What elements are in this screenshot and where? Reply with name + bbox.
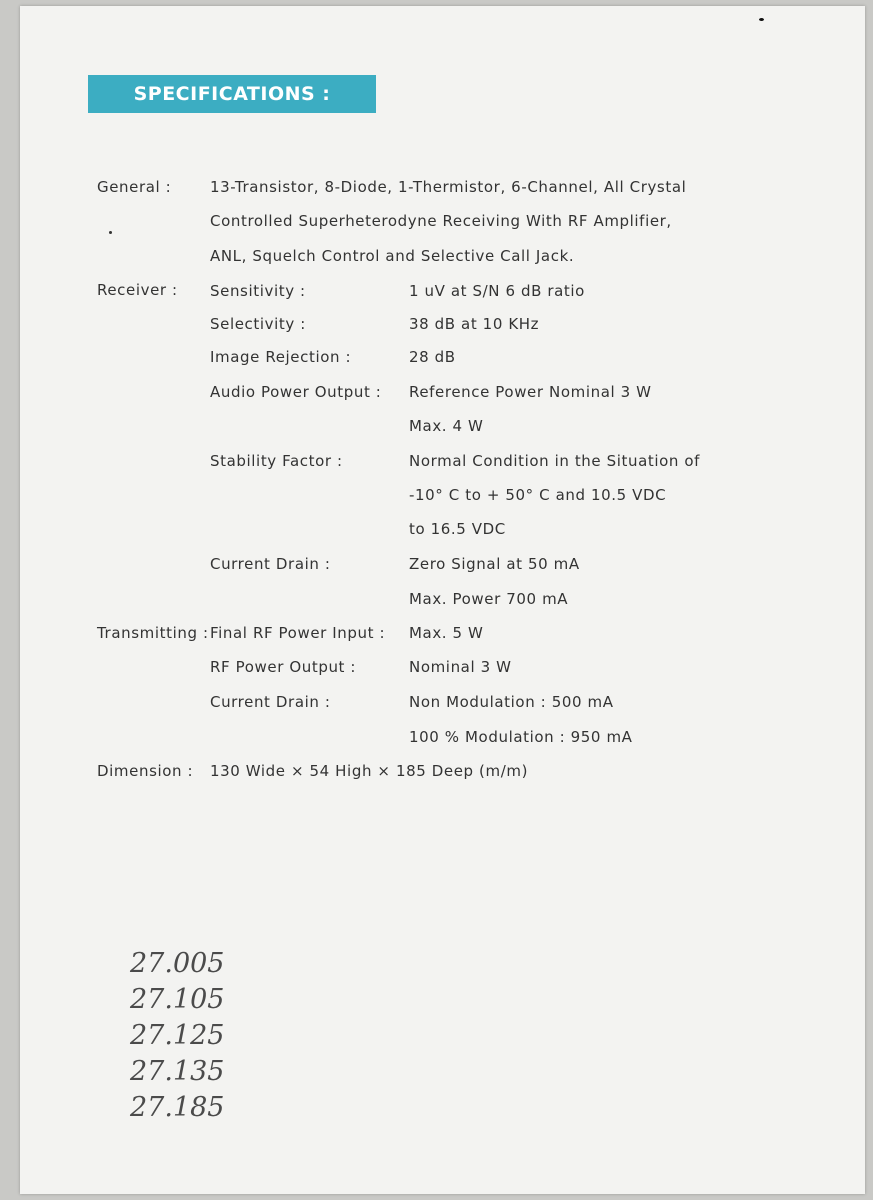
rf-power-output-value: Nominal 3 W — [409, 658, 512, 676]
stability-factor-value: -10° C to + 50° C and 10.5 VDC — [409, 486, 667, 504]
transmitting-current-drain-value: Non Modulation : 500 mA — [409, 693, 614, 711]
stability-factor-value: Normal Condition in the Situation of — [409, 452, 701, 470]
handwritten-frequency: 27.005 — [130, 948, 225, 979]
transmitting-current-drain-value: 100 % Modulation : 950 mA — [409, 728, 633, 746]
dust-speck — [759, 18, 764, 21]
sensitivity-label: Sensitivity : — [210, 282, 306, 300]
handwritten-frequency-list — [130, 946, 224, 1126]
final-rf-power-input-value: Max. 5 W — [409, 624, 484, 642]
selectivity-label: Selectivity : — [210, 315, 306, 333]
transmitting-label: Transmitting : — [97, 624, 209, 642]
page-title: SPECIFICATIONS : — [133, 83, 331, 105]
rf-power-output-label: RF Power Output : — [210, 658, 357, 676]
spec-sheet-page — [20, 6, 865, 1194]
receiver-current-drain-value: Zero Signal at 50 mA — [409, 555, 580, 573]
sensitivity-value: 1 uV at S/N 6 dB ratio — [409, 282, 585, 300]
dimension-label: Dimension : — [97, 762, 194, 780]
image-rejection-value: 28 dB — [409, 348, 456, 366]
final-rf-power-input-label: Final RF Power Input : — [210, 624, 386, 642]
general-line: Controlled Superheterodyne Receiving With RF Amplifier, — [210, 212, 672, 230]
audio-power-output-value: Reference Power Nominal 3 W — [409, 383, 652, 401]
dust-speck — [109, 231, 112, 234]
dimension-value: 130 Wide × 54 High × 185 Deep (m/m) — [210, 762, 529, 780]
transmitting-current-drain-label: Current Drain : — [210, 693, 331, 711]
general-line: 13-Transistor, 8-Diode, 1-Thermistor, 6-Channel, All Crystal — [210, 178, 687, 196]
image-rejection-label: Image Rejection : — [210, 348, 352, 366]
audio-power-output-value: Max. 4 W — [409, 417, 484, 435]
handwritten-frequency: 27.105 — [130, 984, 225, 1015]
handwritten-frequency: 27.125 — [130, 1020, 225, 1051]
audio-power-output-label: Audio Power Output : — [210, 383, 382, 401]
general-label: General : — [97, 178, 172, 196]
handwritten-frequency: 27.185 — [130, 1092, 225, 1123]
receiver-label: Receiver : — [97, 281, 178, 299]
stability-factor-label: Stability Factor : — [210, 452, 343, 470]
general-line: ANL, Squelch Control and Selective Call Jack. — [210, 247, 575, 265]
stability-factor-value: to 16.5 VDC — [409, 520, 506, 538]
selectivity-value: 38 dB at 10 KHz — [409, 315, 540, 333]
receiver-current-drain-value: Max. Power 700 mA — [409, 590, 569, 608]
handwritten-frequency: 27.135 — [130, 1056, 225, 1087]
receiver-current-drain-label: Current Drain : — [210, 555, 331, 573]
